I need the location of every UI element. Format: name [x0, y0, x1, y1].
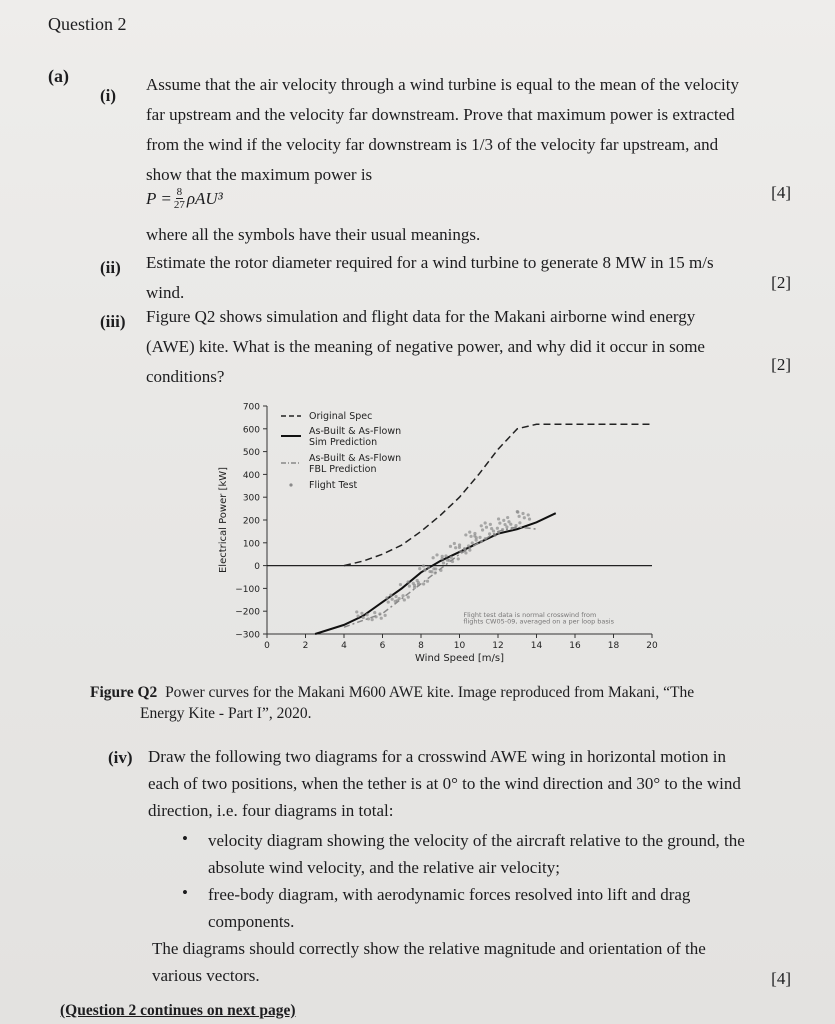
- x-tick-label: 18: [607, 641, 620, 651]
- flight-test-point: [481, 528, 484, 531]
- x-axis-label: Wind Speed [m/s]: [415, 653, 504, 664]
- flight-test-point: [506, 516, 509, 519]
- flight-test-point: [373, 611, 376, 614]
- flight-test-point: [514, 524, 517, 527]
- flight-test-point: [450, 556, 453, 559]
- item-i-line: far upstream and the velocity far downstream. Prove that maximum power is extracted: [146, 105, 735, 124]
- flight-test-point: [413, 584, 416, 587]
- flight-test-point: [435, 553, 438, 556]
- bullet-item: [208, 828, 808, 881]
- bullet-line: free-body diagram, with aerodynamic forces resolved into lift and drag: [208, 885, 691, 904]
- flight-test-point: [497, 531, 500, 534]
- flight-test-point: [453, 542, 456, 545]
- legend-label: As-Built & As-Flown Sim Prediction: [309, 426, 402, 448]
- flight-test-point: [454, 546, 457, 549]
- equation-fraction: [174, 186, 185, 211]
- equation-rhs: ρAU³: [186, 188, 223, 208]
- y-tick-label: −200: [235, 607, 260, 618]
- flight-test-point: [394, 595, 397, 598]
- power-curve-chart: [212, 396, 672, 672]
- continues-note: (Question 2 continues on next page): [60, 1002, 296, 1019]
- bullet-item: [208, 882, 808, 935]
- flight-test-point: [467, 544, 470, 547]
- x-tick-label: 12: [492, 641, 504, 651]
- flight-test-point: [422, 582, 425, 585]
- y-tick-label: −100: [235, 584, 260, 595]
- legend-label: As-Built & As-Flown FBL Prediction: [309, 453, 402, 475]
- flight-test-point: [378, 612, 381, 615]
- x-tick-label: 0: [264, 641, 270, 651]
- part-label: (a): [48, 66, 69, 86]
- equation-denominator: 27: [173, 199, 185, 211]
- flight-test-point: [497, 517, 500, 520]
- flight-test-point: [471, 541, 474, 544]
- flight-test-point: [385, 596, 388, 599]
- flight-test-point: [398, 597, 401, 600]
- equation-numerator: 8: [176, 186, 183, 198]
- item-iii-line: conditions?: [146, 367, 225, 386]
- flight-test-point: [407, 596, 410, 599]
- x-tick-label: 10: [453, 641, 466, 651]
- item-i-text: [146, 72, 796, 188]
- y-axis-label: Electrical Power [kW]: [218, 466, 229, 574]
- item-iv-text: [148, 744, 808, 824]
- flight-test-point: [394, 600, 397, 603]
- item-iii-marks: [2]: [771, 355, 791, 374]
- flight-test-point: [505, 525, 508, 528]
- flight-test-point: [355, 610, 358, 613]
- flight-test-point: [458, 546, 461, 549]
- flight-test-point: [356, 615, 359, 618]
- item-iv-marks: [4]: [771, 969, 791, 988]
- flight-test-point: [475, 539, 478, 542]
- item-iv-label: (iv): [108, 748, 133, 767]
- y-tick-label: 100: [242, 539, 260, 550]
- x-tick-label: 6: [379, 641, 386, 651]
- legend-marker: [289, 483, 292, 486]
- flight-test-point: [407, 580, 410, 583]
- flight-test-point: [391, 598, 394, 601]
- item-iv-line: direction, i.e. four diagrams in total:: [148, 801, 394, 820]
- flight-test-point: [449, 545, 452, 548]
- flight-test-point: [451, 560, 454, 563]
- flight-test-point: [439, 569, 442, 572]
- flight-test-point: [442, 561, 445, 564]
- flight-test-point: [422, 564, 425, 567]
- flight-test-point: [374, 615, 377, 618]
- item-i-after: where all the symbols have their usual meanings.: [146, 225, 481, 244]
- flight-test-point: [389, 593, 392, 596]
- y-tick-label: 700: [242, 402, 260, 413]
- closing-line: various vectors.: [152, 966, 260, 985]
- flight-test-point: [362, 616, 365, 619]
- flight-test-point: [444, 554, 447, 557]
- flight-test-point: [523, 516, 526, 519]
- flight-test-point: [408, 585, 411, 588]
- series-line: [344, 424, 652, 565]
- flight-test-point: [516, 511, 519, 514]
- y-tick-label: 300: [242, 493, 260, 504]
- item-i-line: show that the maximum power is: [146, 165, 373, 184]
- bullet-dot-icon: •: [182, 829, 188, 848]
- flight-test-point: [498, 522, 501, 525]
- x-tick-label: 8: [418, 641, 424, 651]
- legend-label: Original Spec: [309, 411, 373, 422]
- flight-test-point: [401, 594, 404, 597]
- item-iv-line: Draw the following two diagrams for a crosswind AWE wing in horizontal motion in: [148, 747, 726, 766]
- flight-test-point: [469, 535, 472, 538]
- flight-test-point: [502, 519, 505, 522]
- flight-test-point: [480, 524, 483, 527]
- item-i-line: Assume that the air velocity through a wind turbine is equal to the mean of the velocity: [146, 75, 739, 94]
- item-ii-text: [146, 250, 796, 306]
- flight-test-point: [366, 613, 369, 616]
- question-title: Question 2: [48, 14, 127, 34]
- flight-test-point: [468, 531, 471, 534]
- equation-lhs: P =: [146, 188, 172, 208]
- flight-test-point: [485, 526, 488, 529]
- y-tick-label: 0: [254, 562, 260, 573]
- flight-test-point: [367, 617, 370, 620]
- flight-test-point: [418, 567, 421, 570]
- flight-test-point: [509, 523, 512, 526]
- chart-annotation: flights CW05-09, averaged on a per loop basis: [463, 617, 615, 626]
- item-iv-closing: [152, 936, 792, 989]
- closing-line: The diagrams should correctly show the relative magnitude and orientation of the: [152, 939, 706, 958]
- flight-test-point: [464, 533, 467, 536]
- item-iv-line: each of two positions, when the tether is at 0° to the wind direction and 30° to the wind: [148, 774, 741, 793]
- item-iii-line: Figure Q2 shows simulation and flight data for the Makani airborne wind energy: [146, 307, 696, 326]
- flight-test-point: [380, 617, 383, 620]
- item-ii-marks: [2]: [771, 273, 791, 292]
- y-tick-label: 600: [242, 425, 260, 436]
- flight-test-point: [448, 559, 451, 562]
- flight-test-point: [489, 523, 492, 526]
- flight-test-point: [426, 580, 429, 583]
- caption-text: Power curves for the Makani M600 AWE kite. Image reproduced from Makani, “The: [165, 684, 695, 701]
- flight-test-point: [478, 536, 481, 539]
- y-tick-label: 400: [242, 470, 260, 481]
- y-tick-label: 200: [242, 516, 260, 527]
- flight-test-point: [480, 540, 483, 543]
- flight-test-point: [468, 549, 471, 552]
- flight-test-point: [518, 515, 521, 518]
- flight-test-point: [417, 581, 420, 584]
- y-tick-label: −300: [235, 630, 260, 641]
- flight-test-point: [464, 551, 467, 554]
- item-iii-label: (iii): [100, 312, 126, 331]
- flight-test-point: [527, 513, 530, 516]
- item-ii-label: (ii): [100, 258, 121, 277]
- item-i-marks: [4]: [771, 183, 791, 202]
- flight-test-point: [432, 556, 435, 559]
- caption-label: Figure Q2: [90, 684, 158, 701]
- bullet-line: absolute wind velocity, and the relative air velocity;: [208, 858, 561, 877]
- flight-test-point: [528, 518, 531, 521]
- x-tick-label: 2: [302, 641, 309, 651]
- flight-test-point: [492, 529, 495, 532]
- flight-test-point: [488, 532, 491, 535]
- x-tick-label: 14: [530, 641, 543, 651]
- power-equation: [146, 186, 223, 211]
- flight-test-point: [384, 614, 387, 617]
- flight-test-point: [441, 557, 444, 560]
- x-tick-label: 20: [646, 641, 658, 651]
- item-iii-text: [146, 304, 796, 390]
- x-tick-label: 4: [341, 641, 347, 651]
- caption-text-cont: Energy Kite - Part I”, 2020.: [140, 705, 312, 722]
- flight-test-point: [423, 569, 426, 572]
- flight-test-point: [434, 567, 437, 570]
- flight-test-point: [459, 550, 462, 553]
- figure-caption: [90, 682, 770, 724]
- flight-test-point: [427, 566, 430, 569]
- flight-test-point: [403, 598, 406, 601]
- x-tick-label: 16: [569, 641, 581, 651]
- flight-test-point: [371, 618, 374, 621]
- chart-annotation: Flight test data is normal crosswind from: [463, 610, 597, 619]
- item-ii-line: Estimate the rotor diameter required for a wind turbine to generate 8 MW in 15 m/s: [146, 253, 714, 272]
- bullet-line: velocity diagram showing the velocity of the aircraft relative to the ground, the: [208, 831, 745, 850]
- flight-test-point: [387, 600, 390, 603]
- flight-test-point: [457, 557, 460, 560]
- flight-test-point: [484, 521, 487, 524]
- flight-test-point: [496, 527, 499, 530]
- flight-test-point: [511, 527, 514, 530]
- flight-test-point: [430, 570, 433, 573]
- flight-test-point: [360, 612, 363, 615]
- flight-test-point: [434, 571, 437, 574]
- flight-test-point: [484, 537, 487, 540]
- flight-test-point: [493, 534, 496, 537]
- flight-test-point: [473, 534, 476, 537]
- bullet-dot-icon: •: [182, 883, 188, 902]
- flight-test-point: [501, 528, 504, 531]
- flight-test-point: [518, 521, 521, 524]
- y-tick-label: 500: [242, 448, 260, 459]
- item-i-line: from the wind if the velocity far downstream is 1/3 of the velocity far upstream, and: [146, 135, 719, 154]
- flight-test-point: [463, 547, 466, 550]
- bullet-line: components.: [208, 912, 295, 931]
- item-i-label: (i): [100, 86, 117, 105]
- item-iii-line: (AWE) kite. What is the meaning of negative power, and why did it occur in some: [146, 337, 705, 356]
- item-ii-line: wind.: [146, 283, 185, 302]
- flight-test-point: [521, 512, 524, 515]
- flight-test-point: [399, 583, 402, 586]
- legend-label: Flight Test: [309, 480, 358, 491]
